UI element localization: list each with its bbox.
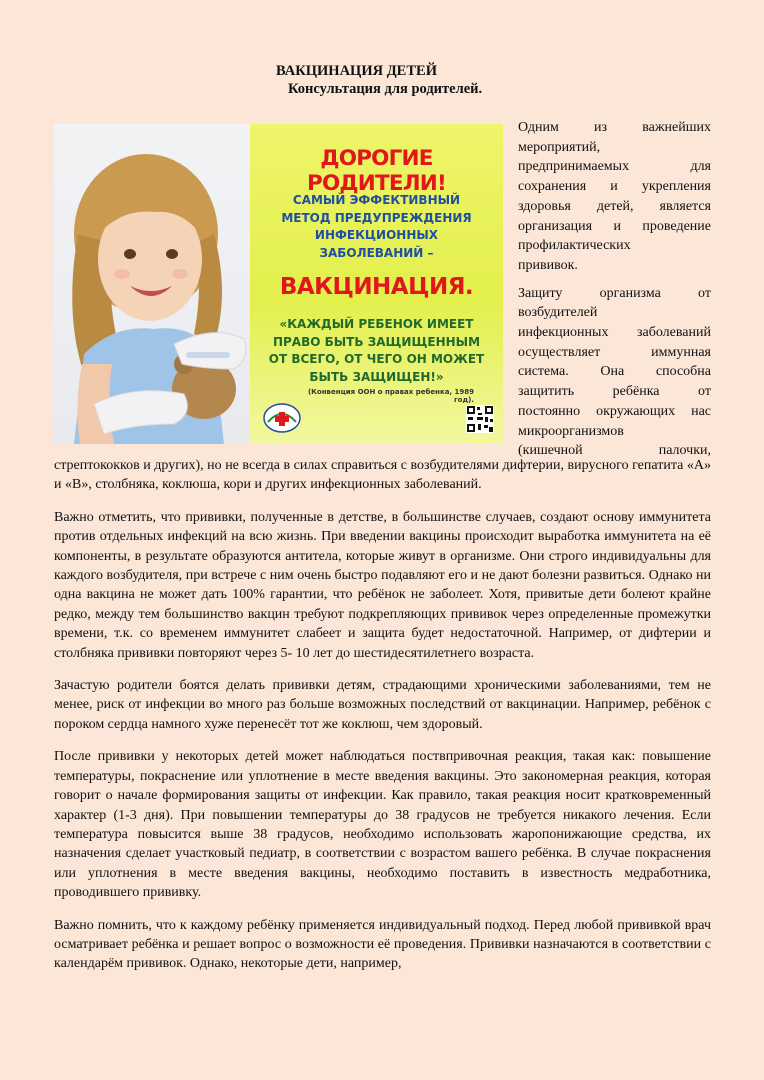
text-line: Защиту организма от: [518, 285, 711, 301]
poster-vaccination: ВАКЦИНАЦИЯ.: [279, 274, 474, 300]
text-line: предпринимаемых для: [518, 159, 711, 175]
qr-code-icon: [466, 405, 494, 433]
girl-photo: [54, 124, 250, 444]
poster-quote: «КАЖДЫЙ РЕБЕНОК ИМЕЕТ ПРАВО БЫТЬ ЗАЩИЩЕННЫМ ОТ ВСЕГО, ОТ ЧЕГО ОН МОЖЕТ БЫТЬ ЗАЩИЩЕН!»: [268, 317, 485, 384]
body-text: [54, 456, 711, 987]
vaccination-flyer-image: [54, 124, 503, 444]
body-continuation: стрептококков и других), но не всегда в силах справиться с возбудителями дифтерии, вирусного гепатита «А» и «В», столбняка, коклюша, кори и других инфекционных заболеваний.: [54, 458, 711, 493]
poster-method-text: САМЫЙ ЭФФЕКТИВНЫЙ МЕТОД ПРЕДУПРЕЖДЕНИЯ ИНФЕКЦИОННЫХ ЗАБОЛЕВАНИЙ –: [281, 193, 472, 260]
text-line: система. Она способна: [518, 364, 711, 380]
text-line: организация и проведение: [518, 218, 711, 234]
text-line: сохранения и укрепления: [518, 179, 711, 195]
girl-illustration: [54, 124, 250, 444]
side-paragraph-1: [518, 118, 711, 276]
side-text-column: [518, 118, 711, 469]
text-line: микроорганизмов: [518, 423, 624, 439]
text-line: защитить ребёнка от: [518, 384, 711, 400]
medical-logo-icon: [262, 402, 302, 434]
text-line: возбудителей: [518, 305, 598, 321]
text-line: (кишечной палочки,: [518, 443, 711, 459]
text-line: профилактических: [518, 238, 631, 254]
body-paragraph-1: Важно отметить, что прививки, полученные в детстве, в большинстве случаев, создают основу иммунитета против отдельных инфекций на всю жизнь. При введении вакцины происходит выработка иммунитета на её компоненты, в результате образуются антитела, которые живут в организме. Они строго индивидуальны для каждого возбудителя, при встрече с ним очень быстро подавляют его и не дают болезни развиться. Однако ни одна вакцина не может дать 100% гарантии, что ребёнок не заболеет. Хотя, привитые дети болеют крайне редко, между тем большинство вакцин требуют подкрепляющих прививок через определенные промежутки времени, т.к. со временем иммунитет слабеет и защита будет недостаточной. Например, от дифтерии и столбняка прививки повторяют через 5- 10 лет до шестидесятилетнего возраста.: [54, 509, 711, 661]
text-line: мероприятий,: [518, 139, 601, 155]
text-line: Одним из важнейших: [518, 120, 711, 135]
document-subtitle: Консультация для родителей.: [288, 81, 483, 97]
poster-source: (Конвенция ООН о правах ребенка, 1989 год).: [307, 388, 474, 404]
text-line: инфекционных заболеваний: [518, 325, 711, 341]
side-paragraph-2: [518, 284, 711, 461]
body-paragraph-4: Важно помнить, что к каждому ребёнку применяется индивидуальный подход. Перед любой прививкой врач осматривает ребёнка и решает вопрос о возможности её проведения. Прививки назначаются в соответствии с календарём прививок. Однако, некоторые дети, например,: [54, 917, 711, 972]
body-paragraph-3: После прививки у некоторых детей может наблюдаться поствпривочная реакция, такая как: повышение температуры, покраснение или уплотнение в месте введения вакцины. Это закономерная реакция, которая говорит о начале формирования защиты от инфекции. Как правило, такая реакция носит кратковременный характер (1-3 дня). При повышении температуры до 38 градусов не требуется никакого лечения. Если температура повысится выше 38 градусов, необходимо использовать жаропонижающие средства, их назначения сделает участковый педиатр, в соответствии с возрастом вашего ребёнка. В случае покраснения или уплотнения в месте введения вакцины, необходимо поставить в известность медработника, проводившего прививку.: [54, 749, 711, 901]
body-paragraph-2: Зачастую родители боятся делать прививки детям, страдающими хроническими заболеваниями, тем не менее, риск от инфекции во много раз больше возможных последствий от вакцинации. Например, ребёнок с пороком сердца намного хуже перенесёт тот же коклюш, чем здоровый.: [54, 678, 711, 732]
text-line: осуществляет иммунная: [518, 344, 711, 360]
text-line: постоянно окружающих нас: [518, 403, 711, 419]
text-line: прививок.: [518, 257, 578, 273]
text-line: здоровья детей, является: [518, 198, 711, 214]
poster-panel: [250, 124, 503, 444]
document-title: ВАКЦИНАЦИЯ ДЕТЕЙ: [276, 63, 437, 79]
poster-headline: ДОРОГИЕ РОДИТЕЛИ!: [307, 146, 446, 196]
